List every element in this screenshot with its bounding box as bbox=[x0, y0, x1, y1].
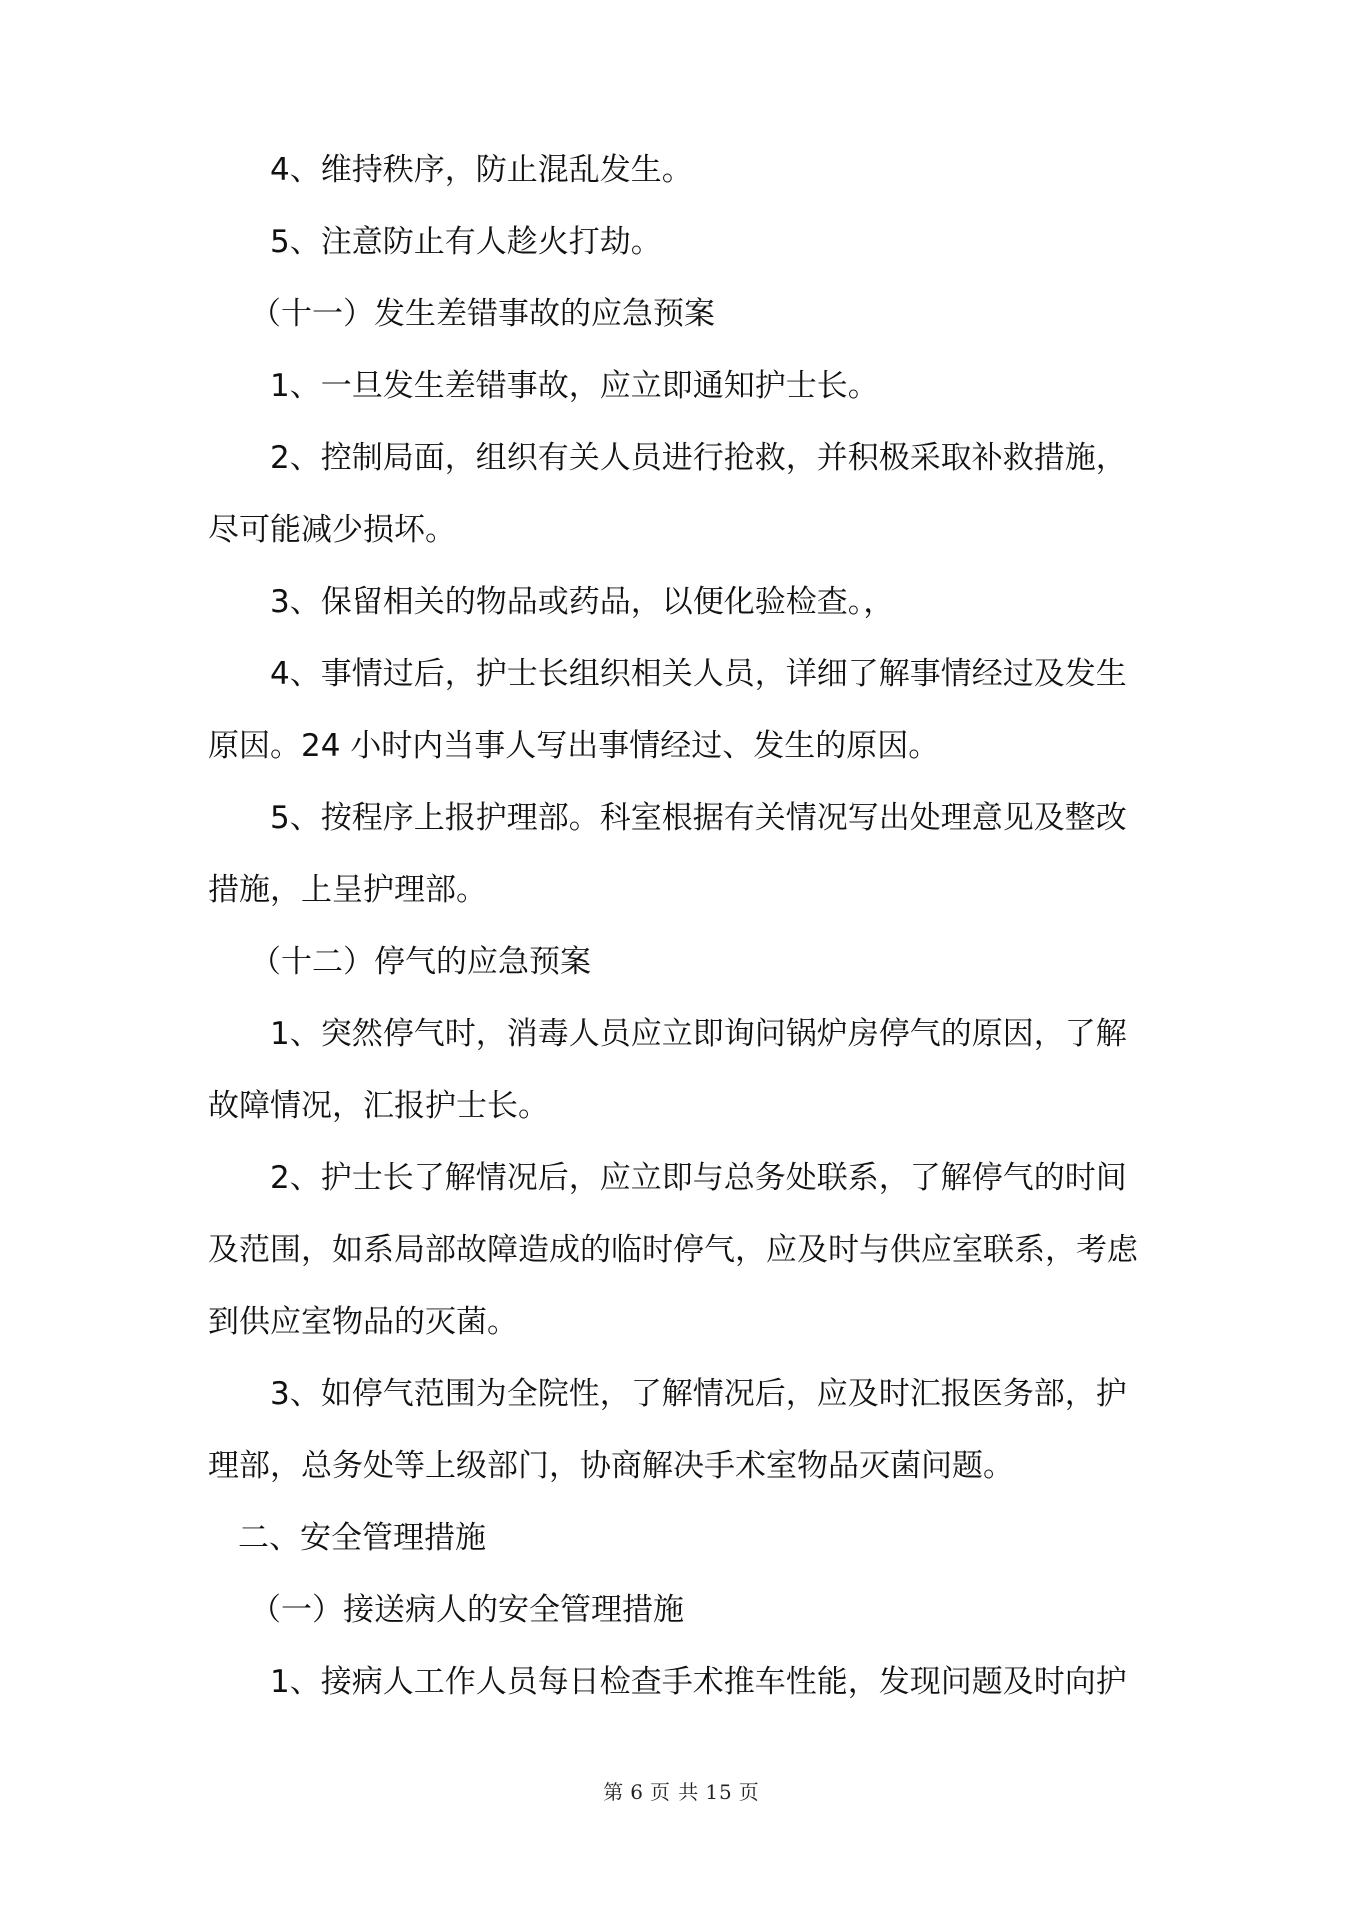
text-line: 4、事情过后，护士长组织相关人员，详细了解事情经过及发生 bbox=[270, 656, 1127, 692]
section-heading: （一）接送病人的安全管理措施 bbox=[250, 1592, 684, 1628]
footer-mid: 页 共 bbox=[649, 1780, 700, 1804]
text-line: 措施，上呈护理部。 bbox=[208, 872, 487, 908]
text-line: 原因。24 小时内当事人写出事情经过、发生的原因。 bbox=[208, 728, 940, 764]
page-footer bbox=[0, 1776, 1363, 1805]
section-heading: （十二）停气的应急预案 bbox=[250, 944, 591, 980]
text-line: 5、注意防止有人趁火打劫。 bbox=[270, 224, 662, 260]
text-line: 及范围，如系局部故障造成的临时停气，应及时与供应室联系，考虑 bbox=[208, 1232, 1138, 1268]
text-line: 3、如停气范围为全院性，了解情况后，应及时汇报医务部，护 bbox=[270, 1376, 1127, 1412]
footer-prefix: 第 bbox=[603, 1780, 625, 1804]
chapter-heading: 二、安全管理措施 bbox=[238, 1520, 486, 1556]
footer-total-pages: 15 bbox=[705, 1780, 733, 1804]
text-line: 尽可能减少损坏。 bbox=[208, 512, 456, 548]
text-line: 2、控制局面，组织有关人员进行抢救，并积极采取补救措施， bbox=[270, 440, 1127, 476]
text-line: 理部，总务处等上级部门，协商解决手术室物品灭菌问题。 bbox=[208, 1448, 1014, 1484]
text-line: 3、保留相关的物品或药品，以便化验检查。， bbox=[270, 584, 895, 620]
document-body bbox=[208, 134, 1173, 1718]
text-line: 到供应室物品的灭菌。 bbox=[208, 1304, 518, 1340]
footer-page-number: 6 bbox=[630, 1780, 644, 1804]
text-line: 5、按程序上报护理部。科室根据有关情况写出处理意见及整改 bbox=[270, 800, 1127, 836]
text-line: 故障情况，汇报护士长。 bbox=[208, 1088, 549, 1124]
text-line: 1、突然停气时，消毒人员应立即询问锅炉房停气的原因，了解 bbox=[270, 1016, 1127, 1052]
text-line: 1、一旦发生差错事故，应立即通知护士长。 bbox=[270, 368, 879, 404]
section-heading: （十一）发生差错事故的应急预案 bbox=[250, 296, 715, 332]
text-line: 4、维持秩序，防止混乱发生。 bbox=[270, 152, 693, 188]
text-line: 2、护士长了解情况后，应立即与总务处联系，了解停气的时间 bbox=[270, 1160, 1127, 1196]
footer-suffix: 页 bbox=[738, 1780, 760, 1804]
text-line: 1、接病人工作人员每日检查手术推车性能，发现问题及时向护 bbox=[270, 1664, 1127, 1700]
